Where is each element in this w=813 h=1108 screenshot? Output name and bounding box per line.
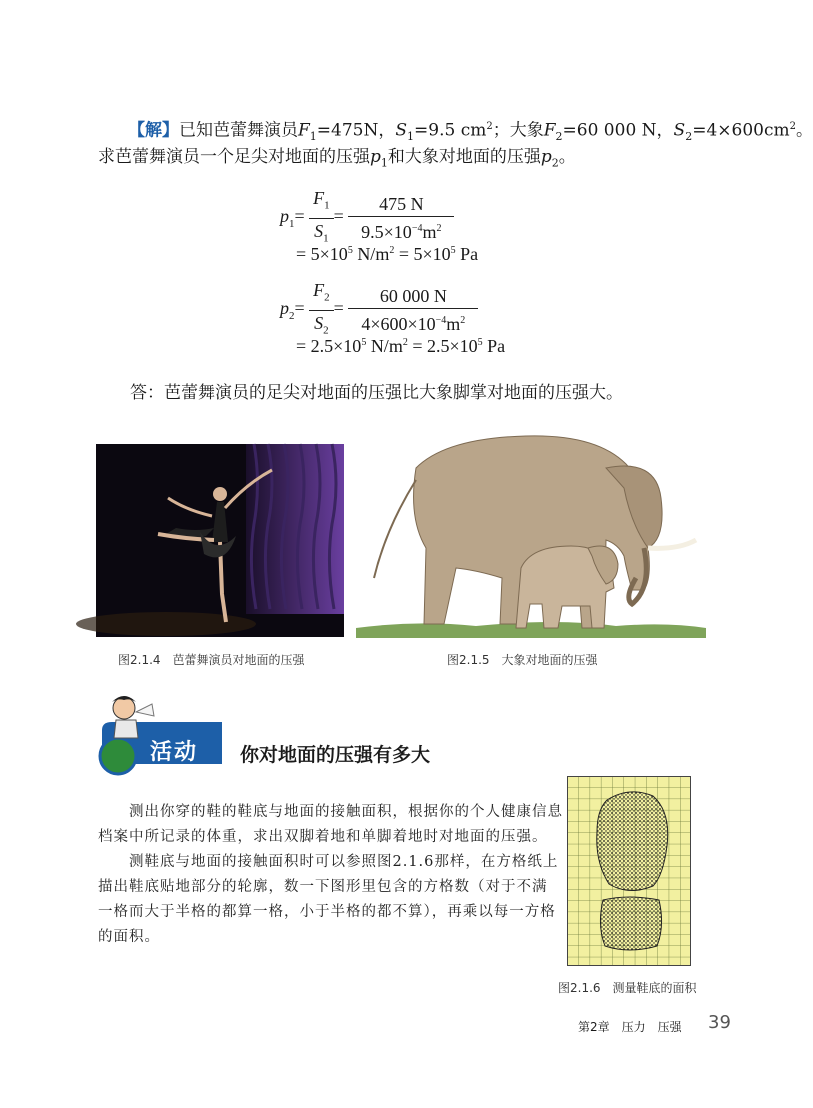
activity-p1-line2: 档案中所记录的体重，求出双脚着地和单脚着地时对地面的压强。 (98, 829, 548, 845)
formula-p2: $p_2=$ $\frac{F_2}{S_2}$ = $\frac{60 000 N}{4\times 600\times 10^{-4}m^2}$ (280, 278, 478, 342)
answer-text: 答：芭蕾舞演员的足尖对地面的压强比大象脚掌对地面的压强大。 (130, 383, 623, 403)
activity-p2-line3: 一格而大于半格的都算一格，小于半格的都不算），再乘以每一方格 (98, 904, 556, 920)
activity-p2-line1: 测鞋底与地面的接触面积时可以参照图2.1.6那样，在方格纸上 (129, 854, 559, 870)
activity-p1-line1: 测出你穿的鞋的鞋底与地面的接触面积，根据你的个人健康信息 (129, 804, 563, 820)
activity-p2-line2: 描出鞋底贴地部分的轮廓，数一下图形里包含的方格数（对于不满 (98, 879, 548, 895)
fraction-p1-values: $\frac{475 N}{9.5\times 10^{-4}m^2}$ (348, 192, 454, 244)
figure-2-1-5-caption: 图2.1.5 大象对地面的压强 (447, 653, 598, 667)
figure-2-1-4-caption: 图2.1.4 芭蕾舞演员对地面的压强 (118, 653, 305, 667)
fraction-p2-values: $\frac{60 000 N}{4\times 600\times 10^{-4}m^2}$ (348, 284, 478, 336)
page-number: 39 (708, 1012, 731, 1033)
elephants-image (356, 428, 706, 638)
shoe-sole-grid-image (567, 776, 691, 966)
figure-2-1-6-caption: 图2.1.6 测量鞋底的面积 (558, 981, 697, 995)
activity-p2-line4: 的面积。 (98, 929, 160, 945)
solution-tag: 【解】 (128, 120, 179, 141)
ballet-dancer-image (96, 444, 344, 637)
formula-p2-result: = $2.5\times 10^5$ $N/m^2 = 2.5\times 10^5$ Pa (296, 336, 506, 356)
fraction-f2-s2: $\frac{F_2}{S_2}$ (309, 278, 334, 342)
activity-badge-label: 活动 (150, 740, 199, 765)
solution-line-2: 求芭蕾舞演员一个足尖对地面的压强$p_1$和大象对地面的压强$p_2$。 (98, 147, 576, 170)
formula-p1: $p_1=$ $\frac{F_1}{S_1}$ = $\frac{475 N}{9.5\times 10^{-4}m^2}$ (280, 186, 454, 250)
footer-chapter: 第2章 压力 压强 (578, 1020, 682, 1034)
formula-p1-result: = $5\times 10^5$ $N/m^2 = 5\times 10^5$ Pa (296, 244, 479, 264)
fraction-f1-s1: $\frac{F_1}{S_1}$ (309, 186, 334, 250)
activity-title: 你对地面的压强有多大 (240, 744, 431, 766)
solution-line-1: 【解】已知芭蕾舞演员$F_1=475N$，$S_1=9.5$ $cm^2$；大象$F_2=60$ 000 N，$S_2=4\times 600cm^2$。 (128, 120, 813, 144)
